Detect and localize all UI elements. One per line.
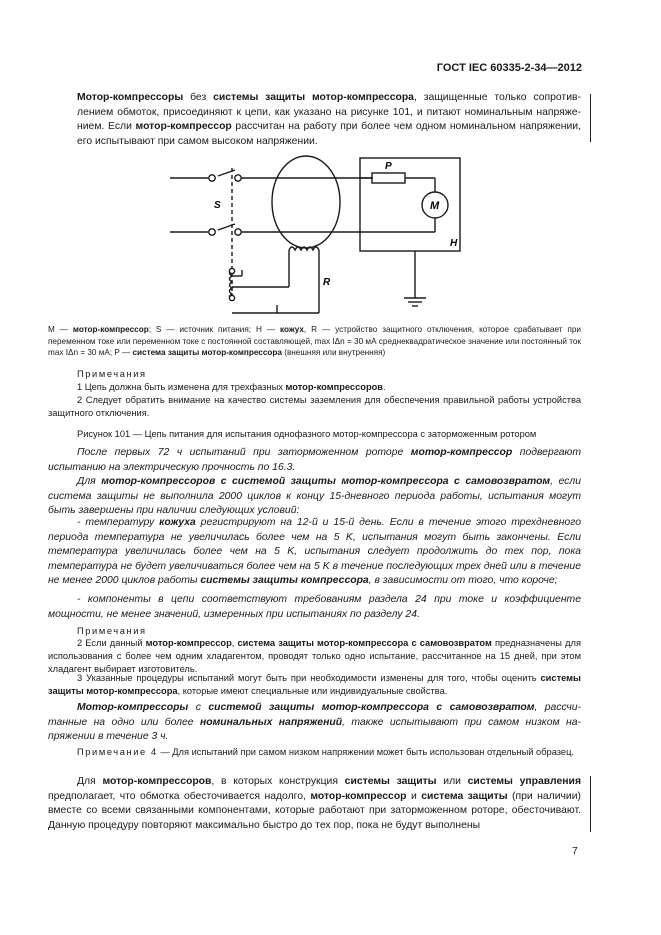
note-4 (48, 746, 581, 759)
text: , рассчитанные на одно или более (48, 702, 581, 728)
legend-text: ; S — источник питания; H — (148, 325, 280, 334)
paragraph-5: - компоненты в цепи соответствуют требованиям раздела 24 при токе и коэффициенте мощности, не менее значений, измеренных при испытаниях по разделу 24. (48, 594, 581, 620)
notes-title-2: Примечания (77, 626, 147, 636)
legend-term: мотор-компрессор (72, 325, 149, 334)
page-number: 7 (572, 845, 578, 857)
figure-legend (48, 324, 581, 359)
circuit-diagram (160, 150, 470, 320)
text: , в которых конструкция (211, 776, 345, 787)
term: мотор-компрессор (310, 790, 407, 802)
note-term: мотор-компрессор (145, 638, 232, 648)
legend-term: система защиты мотор-компрессора (132, 348, 282, 358)
paragraph-4 (48, 516, 581, 589)
text: или (436, 776, 468, 787)
text: , также испытывают при самом низком напряжении в течение 3 ч. (48, 716, 581, 743)
text: предполагает, что обмотка обесточивается надолго, (48, 790, 311, 802)
text: Для (77, 476, 102, 487)
label-h: H (450, 238, 458, 249)
note-term: системы защиты мотор-компрессора (48, 673, 581, 696)
text: Для (77, 776, 103, 787)
label-m: M (430, 200, 440, 212)
note-label: Примечание 4 (77, 747, 158, 757)
label-p: P (385, 161, 392, 172)
note-2b (48, 637, 581, 676)
text: После первых 72 ч испытаний при заторможенном роторе (77, 447, 411, 458)
term: системы управления (467, 776, 582, 787)
legend-term: кожух (280, 325, 304, 334)
term: мотор-компрессор (410, 447, 513, 458)
legend-text: , R — устройство защитного отключения, которое срабатывает при переменном токе или переменном токе с постоянной составляющей, max IΔn = 30 мА среднеквадратическое значение или постоянный ток max IΔn = 30 мА; P — (48, 325, 581, 358)
term: мотор-компрессоров с системой защиты мотор-компрессора с самовозвратом (101, 476, 551, 487)
term: мотор-компрессор (135, 121, 232, 133)
note-text: — Для испытаний при самом низком напряжении может быть использован отдельный образец. (157, 747, 574, 757)
text: без (183, 92, 214, 103)
note-term: мотор-компрессоров (285, 382, 384, 392)
paragraph-1 (77, 91, 581, 149)
text: , в зависимости от того, что короче; (368, 575, 558, 587)
term: Мотор-компрессоры (77, 92, 184, 103)
paragraph-7 (48, 775, 581, 833)
label-s: S (214, 200, 221, 211)
legend-text: (внешняя или внутренняя) (281, 348, 386, 358)
text: с (188, 702, 209, 713)
paragraph-3 (48, 475, 581, 519)
change-bar (590, 776, 591, 832)
text: и (406, 790, 422, 802)
term: системы защиты (344, 776, 437, 787)
paragraph-2 (48, 446, 581, 475)
text: (при наличии) вместе со всеми связанными компонентами, которые работают при заторможенном роторе, обесточивают. Данную процедуру повторяют максимально быстро до тех пор, пока не будут выполнены (48, 790, 581, 831)
term: системой защиты мотор-компрессора с самовозвратом (208, 702, 535, 713)
paragraph-6 (48, 701, 581, 745)
note-text: предназначены для использования с более чем одним хладагентом, проводят только одно испытание, рассчитанное на 15 дней, при этом хладагент выбирает изготовитель. (48, 638, 581, 674)
note-text: , которые имеют специальные или индивидуальные свойства. (177, 686, 448, 696)
note-text: . (383, 382, 386, 392)
note-text: , (231, 638, 238, 648)
term: системы защиты мотор-компрессора (213, 92, 414, 103)
change-bar (590, 94, 591, 142)
text: - температуру (77, 517, 160, 528)
text: регистрируют на 12-й и 15-й день. Если в течение этого трехдневного периода температура не увеличилась более чем на 5 K, испытания могут быть закончены. Если температура увеличилась более чем на 5 K, испытания следует продолжить до тех пор, пока температура не будет увеличиваться более чем на 5 K в течение последующих трех дней или в течение не менее 2000 циклов работы (48, 517, 582, 587)
term: кожуха (159, 517, 196, 528)
text: рассчитан на работу при более чем одном номинальном напряжении, его испытывают при самом высоком напряжении. (77, 121, 581, 147)
term: номинальных напряжений (199, 716, 343, 728)
note-text: 1 Цепь должна быть изменена для трехфазных (77, 382, 286, 392)
term: мотор-компрессоров (102, 776, 212, 787)
notes-title-1: Примечания (77, 369, 147, 379)
text: , если система защиты не выполнила 2000 циклов к концу 15-дневного периода работы, испытания могут быть завершены при наличии следующих условий: (48, 476, 581, 517)
label-r: R (323, 277, 331, 288)
term: системы защиты компрессора (200, 575, 369, 587)
note-term: система защиты мотор-компрессора с самовозвратом (237, 638, 492, 648)
note-1 (77, 381, 581, 394)
text: , защищенные только сопротивлением обмоток, присоединяют к цепи, как указано на рисунке 101, и питают номинальным напряжением. Если (77, 92, 581, 133)
note-text: 2 Если данный (77, 638, 146, 648)
document-header: ГОСТ IEC 60335-2-34—2012 (436, 62, 582, 74)
note-2: 2 Следует обратить внимание на качество системы заземления для обеспечения правильной работы устройства защитного отключения. (48, 395, 581, 418)
text: подвергают испытанию на электрическую прочность по 16.3. (48, 447, 581, 473)
legend-text: M — (48, 325, 73, 334)
note-text: 3 Указанные процедуры испытаний могут быть при необходимости изменены для того, чтобы оценить (77, 673, 541, 683)
term: Мотор-компрессоры (77, 702, 189, 713)
term: система защиты (421, 790, 508, 802)
figure-caption: Рисунок 101 — Цепь питания для испытания однофазного мотор-компрессора с заторможенным ротором (77, 429, 537, 439)
note-3 (48, 672, 581, 698)
